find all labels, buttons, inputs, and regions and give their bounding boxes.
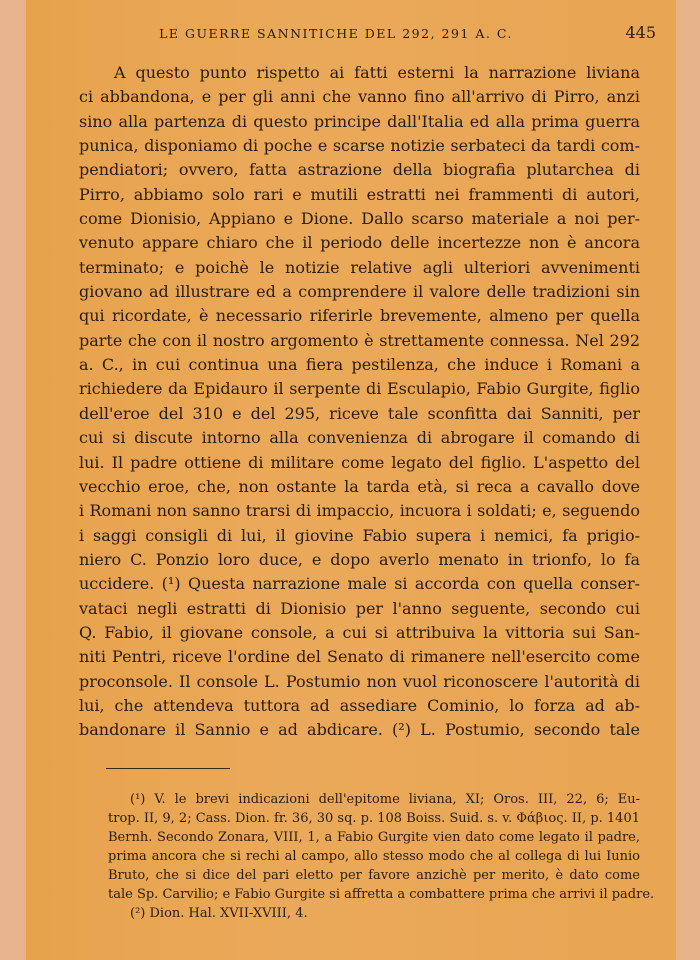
body-line: cui si discute intorno alla convenienza di abrogare il comando di (79, 428, 640, 448)
body-line: terminato; e poichè le notizie relative agli ulteriori avvenimenti (79, 257, 640, 277)
body-line: Pirro, abbiamo solo rari e mutili estratti nei frammenti di autori, (79, 184, 640, 204)
body-line: giovano ad illustrare ed a comprendere il valore delle tradizioni sin (79, 282, 640, 302)
body-line: sino alla partenza di questo principe dall'Italia ed alla prima guerra (79, 111, 640, 131)
book-page (26, 0, 676, 960)
footnote-line: trop. II, 9, 2; Cass. Dion. fr. 36, 30 sq. p. 108 Boiss. Suid. s. v. Φάβιος. II, p. 1401 (108, 811, 640, 826)
body-line: i saggi consigli di lui, il giovine Fabio supera i nemici, fa prigio- (79, 525, 640, 545)
body-line: come Dionisio, Appiano e Dione. Dallo scarso materiale a noi per- (79, 209, 640, 229)
scan-left-margin (0, 0, 26, 960)
body-line: niti Pentri, riceve l'ordine del Senato di rimanere nell'esercito come (79, 647, 640, 667)
footnote-line: Bernh. Secondo Zonara, VIII, 1, a Fabio Gurgite vien dato come legato il padre, (108, 830, 640, 845)
body-line: Q. Fabio, il giovane console, a cui si attribuiva la vittoria sui San- (79, 622, 640, 642)
footnotes (108, 790, 655, 923)
footnote-separator (106, 768, 230, 769)
footnote-line: prima ancora che si rechi al campo, allo stesso modo che al collega di lui Iunio (108, 849, 640, 864)
body-line: richiedere da Epidauro il serpente di Esculapio, Fabio Gurgite, figlio (79, 379, 640, 399)
body-line: punica, disponiamo di poche e scarse notizie serbateci da tardi com- (79, 136, 640, 156)
footnote-line: Bruto, che si dice del pari eletto per favore anzichè per merito, è dato come (108, 868, 640, 883)
body-line: i Romani non sanno trarsi di impaccio, incuora i soldati; e, seguendo (79, 501, 640, 521)
body-line: parte che con il nostro argomento è strettamente connessa. Nel 292 (79, 330, 640, 350)
body-line: a. C., in cui continua una fiera pestilenza, che induce i Romani a (79, 355, 640, 375)
body-line: dell'eroe del 310 e del 295, riceve tale sconfitta dai Sanniti, per (79, 403, 640, 423)
body-paragraph (79, 61, 640, 743)
body-line: lui. Il padre ottiene di militare come legato del figlio. L'aspetto del (79, 452, 640, 472)
body-line: vataci negli estratti di Dionisio per l'anno seguente, secondo cui (79, 598, 640, 618)
body-line: uccidere. (¹) Questa narrazione male si accorda con quella conser- (79, 574, 640, 594)
page-number: 445 (625, 23, 656, 42)
footnote-line: (²) Dion. Hal. XVII-XVIII, 4. (130, 906, 308, 921)
page-header (80, 23, 662, 50)
footnote-line: (¹) V. le brevi indicazioni dell'epitome liviana, XI; Oros. III, 22, 6; Eu- (130, 792, 640, 807)
body-line: pendiatori; ovvero, fatta astrazione della biografia plutarchea di (79, 160, 640, 180)
running-title: LE GUERRE SANNITICHE DEL 292, 291 A. C. (159, 26, 513, 41)
body-line: bandonare il Sannio e ad abdicare. (²) L. Postumio, secondo tale (79, 720, 640, 740)
scan-right-margin (676, 0, 700, 960)
body-line: qui ricordate, è necessario riferirle brevemente, almeno per quella (79, 306, 640, 326)
body-line: ci abbandona, e per gli anni che vanno fino all'arrivo di Pirro, anzi (79, 87, 640, 107)
footnote-line: tale Sp. Carvilio; e Fabio Gurgite si affretta a combattere prima che arrivi il padre. (108, 887, 655, 902)
body-line: niero C. Ponzio loro duce, e dopo averlo menato in trionfo, lo fa (79, 549, 640, 569)
body-line: venuto appare chiaro che il periodo delle incertezze non è ancora (79, 233, 640, 253)
body-line: proconsole. Il console L. Postumio non vuol riconoscere l'autorità di (79, 671, 640, 691)
body-line: vecchio eroe, che, non ostante la tarda età, si reca a cavallo dove (79, 476, 640, 496)
body-line: lui, che attendeva tuttora ad assediare Cominio, lo forza ad ab- (79, 695, 640, 715)
body-line: A questo punto rispetto ai fatti esterni la narrazione liviana (114, 63, 640, 82)
